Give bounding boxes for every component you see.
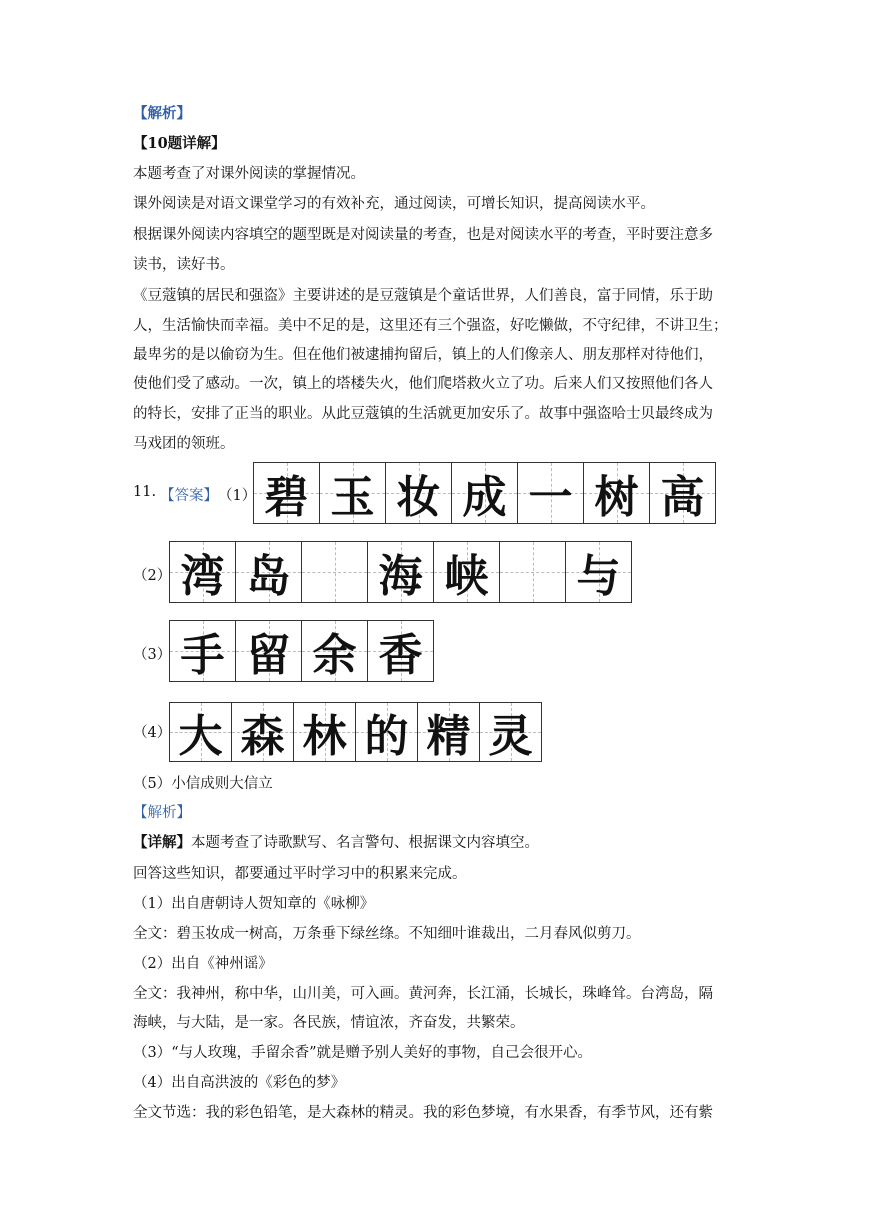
grid-cell: 林 — [294, 702, 356, 762]
q10-line: 根据课外阅读内容填空的题型既是对阅读量的考查，也是对阅读水平的考查，平时要注意多 — [133, 227, 713, 243]
body-line: 全文：我神州，称中华，山川美，可入画。黄河奔，长江涌，长城长，珠峰耸。台湾岛，隔 — [133, 986, 713, 1002]
grid-cell: 岛 — [236, 541, 302, 603]
analysis-label: 【解析】 — [133, 105, 191, 122]
body-line: （2）出自《神州谣》 — [133, 956, 273, 972]
grid-cell: 手 — [170, 620, 236, 682]
body-line: 全文：碧玉妆成一树高，万条垂下绿丝绦。不知细叶谁裁出，二月春风似剪刀。 — [133, 926, 641, 942]
grid-cell: 森 — [232, 702, 294, 762]
grid-cell: 与 — [566, 541, 632, 603]
q10-line: 读书，读好书。 — [133, 257, 235, 273]
q10-line: 最卑劣的是以偷窃为生。但在他们被逮捕拘留后，镇上的人们像亲人、朋友那样对待他们， — [133, 347, 713, 363]
answer-grid-4 — [169, 702, 542, 762]
analysis-label-2: 【解析】 — [133, 805, 191, 821]
body-line: 海峡，与大陆，是一家。各民族，情谊浓，齐奋发，共繁荣。 — [133, 1015, 525, 1031]
grid-cell: 灵 — [480, 702, 542, 762]
grid-cell: 的 — [356, 702, 418, 762]
grid-cell — [500, 541, 566, 603]
item-label-4: （4） — [133, 725, 172, 741]
grid-cell: 留 — [236, 620, 302, 682]
answer-grid-1 — [253, 462, 716, 524]
q10-heading: 【10题详解】 — [133, 135, 226, 152]
item-label-2: （2） — [133, 568, 172, 584]
grid-cell: 妆 — [386, 462, 452, 524]
body-line: （4）出自高洪波的《彩色的梦》 — [133, 1075, 346, 1091]
grid-cell: 玉 — [320, 462, 386, 524]
item-5: （5）小信成则大信立 — [133, 776, 273, 792]
grid-cell: 香 — [368, 620, 434, 682]
body-line: （3）“与人玫瑰，手留余香”就是赠予别人美好的事物，自己会很开心。 — [133, 1045, 593, 1061]
body-line: （1）出自唐朝诗人贺知章的《咏柳》 — [133, 896, 375, 912]
grid-cell: 碧 — [254, 462, 320, 524]
answer-label: 【答案】 — [160, 488, 218, 504]
grid-cell: 高 — [650, 462, 716, 524]
detail-label: 【详解】 — [133, 834, 191, 851]
body-line: 回答这些知识，都要通过平时学习中的积累来完成。 — [133, 866, 467, 882]
q10-line: 《豆蔻镇的居民和强盗》主要讲述的是豆蔻镇是个童话世界，人们善良，富于同情，乐于助 — [133, 288, 713, 304]
answer-grid-3 — [169, 620, 434, 682]
grid-cell: 树 — [584, 462, 650, 524]
answer-grid-2 — [169, 541, 632, 603]
body-line: 全文节选：我的彩色铅笔，是大森林的精灵。我的彩色梦境，有水果香，有季节风，还有紫 — [133, 1105, 713, 1121]
q10-line: 人，生活愉快而幸福。美中不足的是，这里还有三个强盗，好吃懒做，不守纪律，不讲卫生； — [133, 318, 728, 334]
grid-cell: 一 — [518, 462, 584, 524]
grid-cell: 成 — [452, 462, 518, 524]
item-label-3: （3） — [133, 647, 172, 663]
grid-cell: 峡 — [434, 541, 500, 603]
item-label-1: （1） — [218, 488, 257, 504]
grid-cell — [302, 541, 368, 603]
q11-number: 11. — [133, 484, 157, 500]
q10-line: 课外阅读是对语文课堂学习的有效补充，通过阅读，可增长知识，提高阅读水平。 — [133, 196, 655, 212]
grid-cell: 大 — [170, 702, 232, 762]
grid-cell: 湾 — [170, 541, 236, 603]
q10-line: 的特长，安排了正当的职业。从此豆蔻镇的生活就更加安乐了。故事中强盗哈士贝最终成为 — [133, 406, 713, 422]
grid-cell: 海 — [368, 541, 434, 603]
grid-cell: 精 — [418, 702, 480, 762]
q10-line: 使他们受了感动。一次，镇上的塔楼失火，他们爬塔救火立了功。后来人们又按照他们各人 — [133, 376, 713, 392]
q10-line: 本题考查了对课外阅读的掌握情况。 — [133, 166, 365, 182]
q10-line: 马戏团的领班。 — [133, 436, 235, 452]
detail-line — [133, 833, 539, 853]
grid-cell: 余 — [302, 620, 368, 682]
detail-text: 本题考查了诗歌默写、名言警句、根据课文内容填空。 — [191, 835, 539, 851]
